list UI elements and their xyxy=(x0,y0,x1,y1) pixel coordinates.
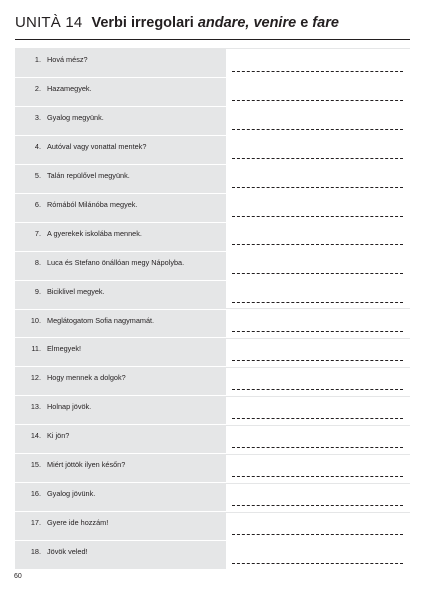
item-sentence: Biciklivel megyek. xyxy=(47,286,105,296)
item-number: 9. xyxy=(34,286,41,296)
exercise-row xyxy=(15,135,410,164)
item-sentence: Hová mész? xyxy=(47,55,88,64)
title-italic-2: fare xyxy=(312,15,339,31)
exercise-row xyxy=(15,164,410,193)
exercise-row xyxy=(15,280,410,309)
answer-dashed-line xyxy=(232,389,403,390)
item-number: 5. xyxy=(34,170,41,180)
answer-dashed-line xyxy=(232,360,403,361)
answer-field[interactable] xyxy=(225,136,410,164)
title-prefix: Verbi irregolari xyxy=(91,15,198,31)
answer-dashed-line xyxy=(232,534,403,535)
page-number: 60 xyxy=(14,573,22,580)
exercise-row xyxy=(15,453,410,482)
item-number: 6. xyxy=(34,199,41,209)
item-number: 7. xyxy=(34,228,41,238)
item-number: 4. xyxy=(34,141,41,151)
item-sentence: Ki jön? xyxy=(47,431,70,441)
answer-field[interactable] xyxy=(225,252,410,280)
answer-field[interactable] xyxy=(225,78,410,106)
item-sentence: Miért jöttök ilyen későn? xyxy=(47,460,126,470)
item-sentence: Gyalog jövünk. xyxy=(47,489,96,499)
item-sentence: Luca és Stefano önállóan megy Nápolyba. xyxy=(47,257,185,267)
answer-field[interactable] xyxy=(225,368,410,396)
item-number: 11. xyxy=(31,344,41,354)
exercise-row xyxy=(15,309,410,338)
answer-field[interactable] xyxy=(225,194,410,222)
item-sentence: Holnap jövök. xyxy=(47,402,92,412)
page-title xyxy=(91,15,338,31)
answer-dashed-line xyxy=(232,273,403,274)
item-sentence: Autóval vagy vonattal mentek? xyxy=(47,141,147,151)
item-number: 10. xyxy=(30,315,41,325)
item-number: 13. xyxy=(30,402,41,412)
answer-dashed-line xyxy=(232,71,403,72)
item-sentence: Jövök veled! xyxy=(47,547,88,557)
exercise-row xyxy=(15,482,410,511)
item-number: 18. xyxy=(30,547,41,557)
item-sentence: Rómából Milánóba megyek. xyxy=(47,199,138,209)
item-number: 12. xyxy=(30,373,41,383)
answer-dashed-line xyxy=(232,244,403,245)
answer-field[interactable] xyxy=(225,107,410,135)
item-sentence: Hogy mennek a dolgok? xyxy=(47,373,126,383)
answer-dashed-line xyxy=(232,158,403,159)
exercise-row xyxy=(15,222,410,251)
exercise-row xyxy=(15,337,410,366)
exercise-row xyxy=(15,106,410,135)
answer-dashed-line xyxy=(232,476,403,477)
item-number: 1. xyxy=(34,55,41,64)
exercise-row xyxy=(15,366,410,395)
unit-label: UNITÀ 14 xyxy=(15,14,83,31)
exercise-row xyxy=(15,77,410,106)
answer-dashed-line xyxy=(232,100,403,101)
answer-field[interactable] xyxy=(225,310,410,338)
item-sentence: Meglátogatom Sofia nagymamát. xyxy=(47,315,155,325)
answer-dashed-line xyxy=(232,129,403,130)
answer-field[interactable] xyxy=(225,223,410,251)
exercise-row xyxy=(15,48,410,77)
exercise-row xyxy=(15,251,410,280)
answer-dashed-line xyxy=(232,447,403,448)
exercise-row xyxy=(15,395,410,424)
title-middle: e xyxy=(296,15,313,31)
exercise-row xyxy=(15,193,410,222)
item-number: 17. xyxy=(30,518,41,528)
answer-dashed-line xyxy=(232,563,403,564)
answer-dashed-line xyxy=(232,418,403,419)
answer-field[interactable] xyxy=(225,426,410,454)
item-number: 8. xyxy=(34,257,41,267)
answer-field[interactable] xyxy=(225,339,410,367)
answer-dashed-line xyxy=(232,187,403,188)
answer-field[interactable] xyxy=(225,165,410,193)
exercise-row xyxy=(15,540,410,569)
item-sentence: Elmegyek! xyxy=(47,344,82,354)
page-header xyxy=(15,14,410,36)
answer-dashed-line xyxy=(232,505,403,506)
answer-dashed-line xyxy=(232,302,403,303)
answer-field[interactable] xyxy=(225,397,410,425)
item-number: 2. xyxy=(34,83,41,93)
exercise-row xyxy=(15,424,410,453)
answer-field[interactable] xyxy=(225,455,410,483)
exercise-row xyxy=(15,511,410,540)
answer-field[interactable] xyxy=(225,484,410,512)
answer-field[interactable] xyxy=(225,541,410,569)
answer-dashed-line xyxy=(232,216,403,217)
answer-field[interactable] xyxy=(225,281,410,309)
answer-field[interactable] xyxy=(225,49,410,77)
item-sentence: Gyalog megyünk. xyxy=(47,112,104,122)
answer-field[interactable] xyxy=(225,513,410,541)
item-number: 3. xyxy=(34,112,41,122)
answer-dashed-line xyxy=(232,331,403,332)
item-number: 16. xyxy=(30,489,41,499)
header-rule xyxy=(15,39,410,40)
exercise-table xyxy=(15,48,410,569)
item-sentence: Gyere ide hozzám! xyxy=(47,518,109,528)
item-sentence: Hazamegyek. xyxy=(47,83,92,93)
title-italic: andare, venire xyxy=(197,15,297,31)
item-sentence: A gyerekek iskolába mennek. xyxy=(47,228,142,238)
item-number: 14. xyxy=(30,431,41,441)
item-number: 15. xyxy=(30,460,41,470)
item-sentence: Talán repülővel megyünk. xyxy=(47,170,130,180)
